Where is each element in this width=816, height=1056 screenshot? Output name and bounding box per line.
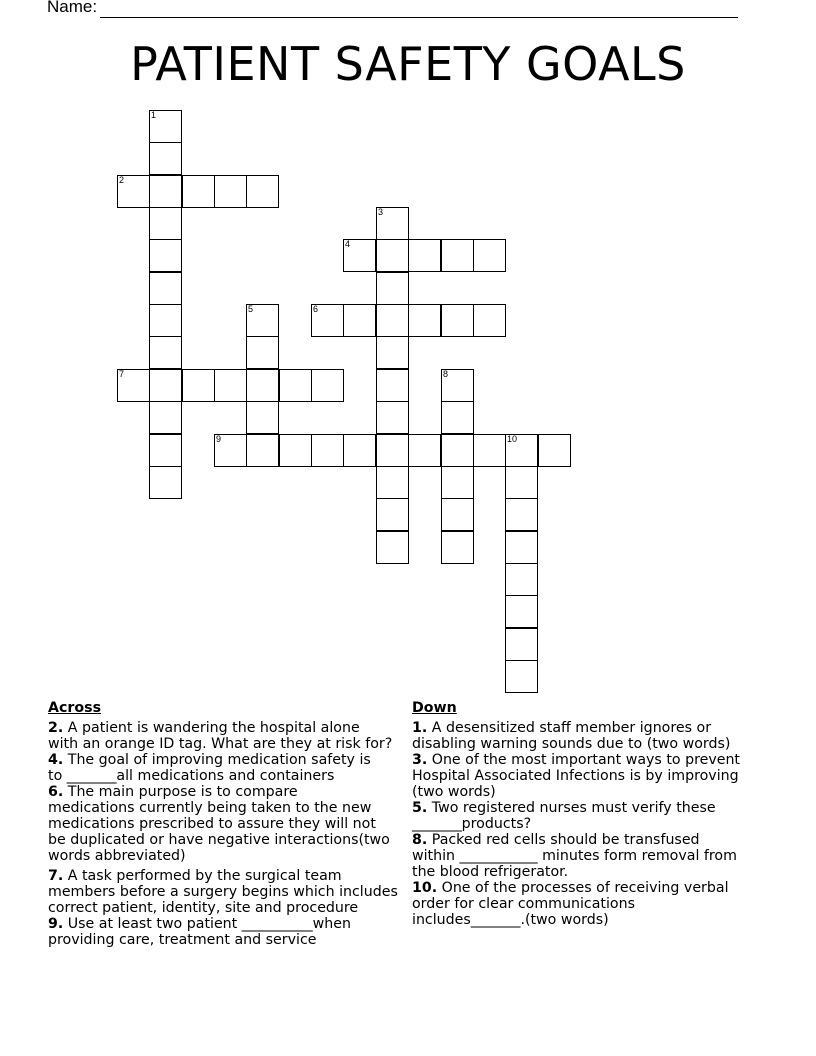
- clue-text-line: One of the most important ways to prevent: [427, 752, 740, 768]
- crossword-cell[interactable]: [441, 369, 474, 402]
- crossword-cell[interactable]: [343, 434, 376, 467]
- name-label: Name:: [47, 0, 98, 16]
- page-title: PATIENT SAFETY GOALS: [130, 37, 686, 91]
- crossword-cell[interactable]: [376, 207, 409, 240]
- crossword-cell[interactable]: [376, 369, 409, 402]
- clue-text-line: The main purpose is to compare: [63, 784, 298, 800]
- crossword-cell[interactable]: [117, 175, 150, 208]
- clue-text-line: Packed red cells should be transfused: [427, 832, 700, 848]
- crossword-cell[interactable]: [214, 175, 247, 208]
- clue-text-line: disabling warning sounds due to (two words): [412, 736, 731, 752]
- crossword-cell[interactable]: [505, 595, 538, 628]
- clue-text-line: words abbreviated): [48, 848, 186, 864]
- clue-text-line: be duplicated or have negative interactions(two: [48, 832, 390, 848]
- crossword-cell[interactable]: [376, 272, 409, 305]
- crossword-cell[interactable]: [117, 369, 150, 402]
- crossword-cell[interactable]: [441, 434, 474, 467]
- crossword-cell[interactable]: [182, 369, 215, 402]
- crossword-cell[interactable]: [149, 369, 182, 402]
- cell-number: 7: [119, 369, 125, 379]
- clue-number: 7.: [48, 868, 64, 884]
- down-clue: [412, 720, 772, 752]
- clue-number: 4.: [48, 752, 64, 768]
- crossword-cell[interactable]: [311, 369, 344, 402]
- cell-number: 8: [443, 369, 449, 379]
- crossword-cell[interactable]: [376, 531, 409, 564]
- clue-text-line: Use at least two patient __________when: [63, 916, 351, 932]
- clue-number: 5.: [412, 800, 428, 816]
- crossword-cell[interactable]: [408, 304, 441, 337]
- crossword-cell[interactable]: [441, 498, 474, 531]
- crossword-cell[interactable]: [149, 239, 182, 272]
- clue-text-line: includes_______.(two words): [412, 912, 609, 928]
- crossword-cell[interactable]: [538, 434, 571, 467]
- crossword-cell[interactable]: [441, 239, 474, 272]
- crossword-cell[interactable]: [279, 369, 312, 402]
- crossword-cell[interactable]: [343, 304, 376, 337]
- clue-number: 2.: [48, 720, 64, 736]
- down-clue: [412, 832, 772, 880]
- across-clue: [48, 752, 406, 784]
- crossword-cell[interactable]: [279, 434, 312, 467]
- clue-text-line: One of the processes of receiving verbal: [437, 880, 729, 896]
- crossword-cell[interactable]: [441, 466, 474, 499]
- clue-text-line: medications currently being taken to the new: [48, 800, 372, 816]
- across-clue: [48, 784, 406, 864]
- clue-number: 8.: [412, 832, 428, 848]
- down-heading: Down: [412, 700, 457, 716]
- crossword-cell[interactable]: [376, 239, 409, 272]
- clue-text-line: providing care, treatment and service: [48, 932, 317, 948]
- crossword-cell[interactable]: [343, 239, 376, 272]
- crossword-cell[interactable]: [505, 434, 538, 467]
- across-clue: [48, 868, 406, 916]
- crossword-cell[interactable]: [149, 142, 182, 175]
- crossword-cell[interactable]: [246, 336, 279, 369]
- crossword-cell[interactable]: [376, 434, 409, 467]
- crossword-cell[interactable]: [149, 466, 182, 499]
- clue-text-line: medications prescribed to assure they will not: [48, 816, 376, 832]
- clue-text-line: the blood refrigerator.: [412, 864, 569, 880]
- crossword-cell[interactable]: [505, 531, 538, 564]
- crossword-cell[interactable]: [473, 434, 506, 467]
- clue-text-line: The goal of improving medication safety is: [63, 752, 371, 768]
- crossword-cell[interactable]: [376, 401, 409, 434]
- crossword-cell[interactable]: [149, 110, 182, 143]
- clue-number: 1.: [412, 720, 428, 736]
- crossword-cell[interactable]: [246, 434, 279, 467]
- crossword-cell[interactable]: [246, 401, 279, 434]
- clue-text-line: within ___________ minutes form removal from: [412, 848, 737, 864]
- crossword-cell[interactable]: [149, 336, 182, 369]
- crossword-cell[interactable]: [473, 239, 506, 272]
- clue-number: 10.: [412, 880, 438, 896]
- crossword-cell[interactable]: [376, 498, 409, 531]
- clue-text-line: to _______all medications and containers: [48, 768, 335, 784]
- clue-number: 6.: [48, 784, 64, 800]
- crossword-cell[interactable]: [149, 401, 182, 434]
- clue-text-line: A patient is wandering the hospital alone: [63, 720, 360, 736]
- cell-number: 10: [507, 434, 518, 444]
- cell-number: 4: [345, 239, 351, 249]
- clue-text-line: with an orange ID tag. What are they at risk for?: [48, 736, 393, 752]
- crossword-cell[interactable]: [376, 304, 409, 337]
- across-clue-list: [48, 720, 406, 948]
- cell-number: 1: [151, 110, 157, 120]
- crossword-cell[interactable]: [441, 531, 474, 564]
- across-heading: Across: [48, 700, 102, 716]
- crossword-cell[interactable]: [376, 466, 409, 499]
- crossword-cell[interactable]: [214, 434, 247, 467]
- crossword-cell[interactable]: [246, 175, 279, 208]
- crossword-cell[interactable]: [376, 336, 409, 369]
- down-clue-list: [412, 720, 772, 928]
- clue-text-line: members before a surgery begins which includes: [48, 884, 398, 900]
- crossword-cell[interactable]: [149, 207, 182, 240]
- crossword-cell[interactable]: [441, 401, 474, 434]
- cell-number: 9: [216, 434, 222, 444]
- crossword-cell[interactable]: [311, 304, 344, 337]
- crossword-cell[interactable]: [505, 660, 538, 693]
- crossword-cell[interactable]: [408, 239, 441, 272]
- clue-text-line: order for clear communications: [412, 896, 635, 912]
- clue-text-line: A task performed by the surgical team: [63, 868, 342, 884]
- crossword-cell[interactable]: [441, 304, 474, 337]
- crossword-cell[interactable]: [505, 563, 538, 596]
- clue-number: 3.: [412, 752, 428, 768]
- crossword-cell[interactable]: [149, 434, 182, 467]
- clue-text-line: (two words): [412, 784, 496, 800]
- cell-number: 6: [313, 304, 319, 314]
- across-clue: [48, 720, 406, 752]
- clue-number: 9.: [48, 916, 64, 932]
- cell-number: 2: [119, 175, 125, 185]
- crossword-cell[interactable]: [149, 272, 182, 305]
- clue-text-line: correct patient, identity, site and procedure: [48, 900, 359, 916]
- crossword-cell[interactable]: [408, 434, 441, 467]
- clue-text-line: _______products?: [412, 816, 532, 832]
- crossword-cell[interactable]: [311, 434, 344, 467]
- clue-text-line: Two registered nurses must verify these: [427, 800, 716, 816]
- crossword-cell[interactable]: [505, 466, 538, 499]
- cell-number: 3: [378, 207, 384, 217]
- cell-number: 5: [248, 304, 254, 314]
- clue-text-line: Hospital Associated Infections is by improving: [412, 768, 739, 784]
- crossword-cell[interactable]: [505, 628, 538, 661]
- crossword-cell[interactable]: [246, 304, 279, 337]
- crossword-cell[interactable]: [214, 369, 247, 402]
- down-clue: [412, 880, 772, 928]
- clue-text-line: A desensitized staff member ignores or: [427, 720, 712, 736]
- crossword-cell[interactable]: [246, 369, 279, 402]
- crossword-cell[interactable]: [473, 304, 506, 337]
- down-clue: [412, 752, 772, 800]
- crossword-cell[interactable]: [149, 175, 182, 208]
- crossword-cell[interactable]: [505, 498, 538, 531]
- crossword-cell[interactable]: [149, 304, 182, 337]
- across-clue: [48, 916, 406, 948]
- down-clues: [412, 700, 772, 928]
- across-clues: [48, 700, 406, 948]
- down-clue: [412, 800, 772, 832]
- crossword-cell[interactable]: [182, 175, 215, 208]
